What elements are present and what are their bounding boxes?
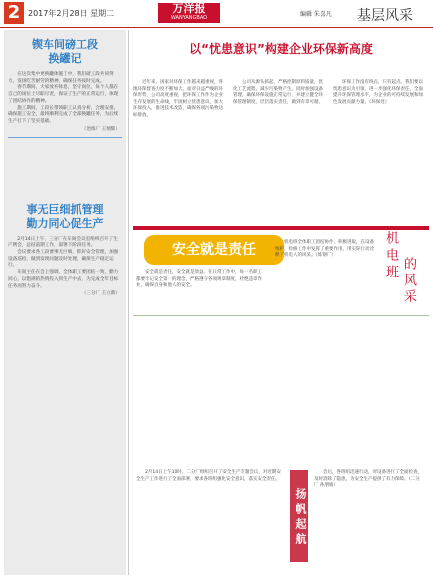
- editor-credits: 编辑 朱喜凡: [300, 11, 332, 18]
- bottom-vertical-badge: 扬帆起航: [290, 470, 308, 562]
- main-article-col-2: [233, 80, 325, 106]
- article2-title-line1: 事无巨细抓管理: [26, 202, 104, 216]
- logo-english: WANYANGBAO: [170, 15, 208, 21]
- feature-burst-title: 安全就是责任: [144, 235, 284, 265]
- logo-chinese: 万洋报: [172, 2, 206, 15]
- article2-paragraph: 会议要求各工段要事无巨细，抓好安全管理，加强设备巡检，做到发现问题及时处理，确保生产稳定运行。: [8, 250, 119, 269]
- bottom-right-text: 会后，各班组迅速行动，对设备进行了全面检查，及时消除了隐患，为安全生产提供了有力保障。（二分厂 孙朋娟）: [314, 470, 422, 489]
- issue-date: 2017年2月28日 星期二: [28, 9, 115, 18]
- feature-vertical-title-2: 的风采: [401, 257, 416, 305]
- newspaper-logo: [158, 3, 220, 23]
- feature-left-text: 安全就是责任，安全就是效益。在日常工作中，每一名职工都要牢记安全第一的理念，严格遵守各项规章制度，杜绝违章作业，确保自身和他人的安全。: [136, 270, 262, 289]
- page-header: [0, 0, 433, 28]
- article1-title-line2: 换罐记: [48, 52, 82, 65]
- left-column: [4, 30, 126, 575]
- divider-red: [133, 226, 429, 230]
- article1-paragraph: 春节期间，大家放弃休息，坚守岗位，每个人都在自己的岗位上尽职尽责，保证了生产的正常运行，体现了团结协作的精神。: [8, 85, 119, 104]
- main-article-text: 公司从源头抓起，严格控制原料质量，优化工艺流程，减少污染物产生。同时加强设备管理，确保环保设施正常运行，并建立健全环保管理制度，层层落实责任，做到有章可循。: [233, 80, 323, 105]
- article2-paragraph: 2月14日上午，三分厂在车间会议室组织召开了生产例会，总结前期工作，部署下阶段任务。: [8, 236, 118, 249]
- article2-paragraph: 车间主任在会上强调，全体职工要团结一致，勤力同心，以饱满的热情投入到生产中去，为完成全年目标任务而努力奋斗。: [8, 270, 119, 289]
- main-article-col-3: [333, 80, 425, 106]
- page-number: 2: [4, 2, 24, 24]
- bottom-left-text: 2月14日上午10时，二分厂组织召开了安全生产专题会议，对近期安全生产工作进行了全面部署，要求各班组强化安全意识，落实安全责任。: [136, 470, 281, 482]
- feature-vertical-title-1: 机电班: [383, 231, 398, 282]
- article1-byline: （冶炼厂 王炳辉）: [81, 126, 120, 132]
- main-headline: 以“忧患意识”构建企业环保新高度: [189, 42, 373, 56]
- article1-title-line1: 锲车间磅工段: [32, 38, 98, 51]
- main-article-col-1: [133, 80, 225, 120]
- feature-right-text: 机电班全体职工团结协作，积极进取，在设备维护、检修工作中发挥了重要作用，用实际行动诠释了机电人的风采。（炼钢厂）: [275, 240, 374, 259]
- article2-title-line2: 勤力同心促生产: [26, 216, 104, 230]
- divider-green: [133, 315, 429, 316]
- article2-byline: （三分厂 王立新）: [81, 291, 120, 297]
- column-divider: [128, 30, 129, 575]
- main-article-text: 环保工作没有终点，只有起点。我们要以忧患意识为引领，进一步强化环保责任，全面提升环保管理水平，为企业的可持续发展和绿色发展贡献力量。（环保处）: [333, 80, 423, 105]
- article1-paragraph: 施工期间，工段长带领职工认真分析，合理安排，确保施工安全，最终顺利完成了全部换罐任务，为后续生产打下了坚实基础。: [8, 105, 119, 124]
- article1-paragraph: 在这次集中更换罐体施工中，我们磅工段共同努力，发扬吃苦耐劳的精神，确保任务按时完成。: [8, 72, 114, 84]
- section-title: 基层风采: [357, 8, 413, 24]
- divider: [8, 137, 122, 138]
- main-article-text: 近年来，国家对环保工作越来越重视，各地环保督查力度不断加大。面对日益严峻的环保形势，公司高度重视，把环保工作作为企业生存发展的生命线，牢固树立忧患意识，加大环保投入，推进技术改造，确保各项污染物达标排放。: [133, 80, 223, 118]
